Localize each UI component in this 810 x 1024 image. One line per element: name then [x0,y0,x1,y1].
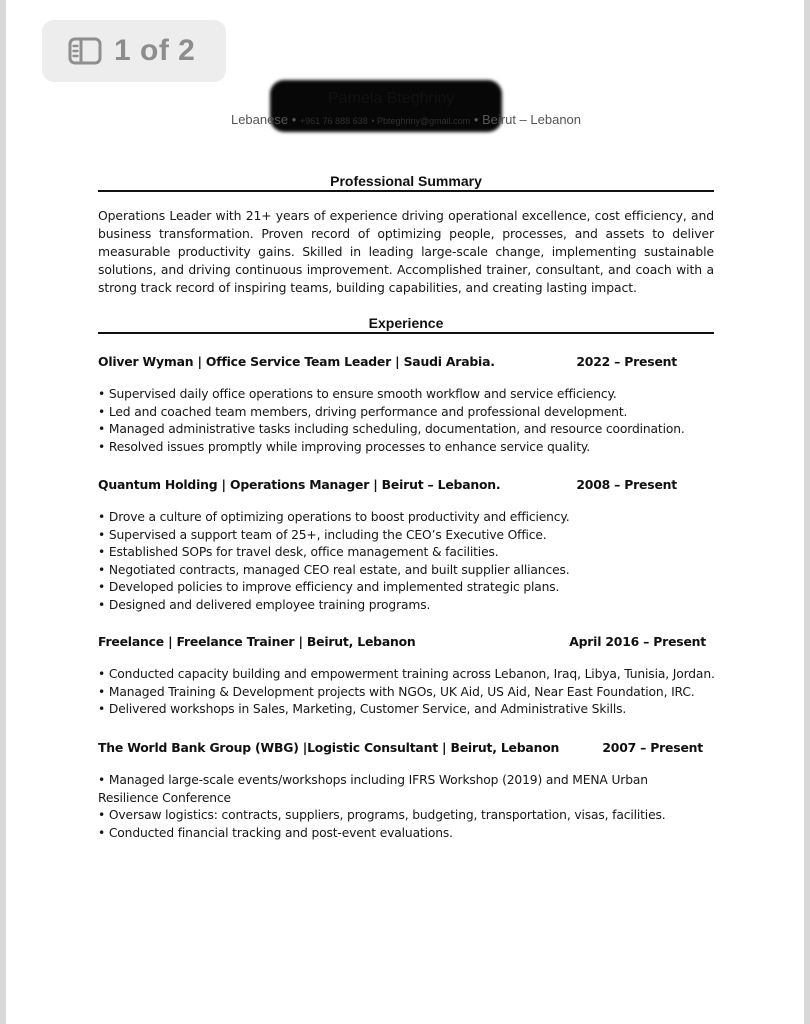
list-item: • Managed administrative tasks including scheduling, documentation, and resource coordination. [98,421,714,439]
viewer-right-edge [804,0,810,1024]
job-entry-oliver-wyman [98,354,714,456]
list-item: • Designed and delivered employee training programs. [98,597,714,615]
list-item: • Negotiated contracts, managed CEO real estate, and built supplier alliances. [98,562,714,580]
job-heading: The World Bank Group (WBG) |Logistic Consultant | Beirut, Lebanon [98,740,560,755]
location: Beirut – Lebanon [481,112,582,127]
list-item: • Supervised a support team of 25+, including the CEO’s Executive Office. [98,527,714,545]
pages-icon [68,37,102,65]
list-item: • Managed large-scale events/workshops including IFRS Workshop (2019) and MENA Urban Resilience Conference [98,772,698,807]
experience-divider [98,332,714,334]
page-indicator-text: 1 of 2 [114,34,196,67]
job-dates: 2022 – Present [576,354,677,369]
candidate-name: Pamela Bteghriny [328,90,455,107]
list-item: • Resolved issues promptly while improving processes to enhance service quality. [98,439,714,457]
summary-paragraph: Operations Leader with 21+ years of experience driving operational excellence, cost efficiency, and business transformation. Proven record of optimizing people, processes, and assets to deliver measurable productivity gains. Skilled in leading large-scale change, implementing sustainable solutions, and driving continuous improvement. Accomplished trainer, consultant, and coach with a strong track record of inspiring teams, building capabilities, and creating lasting impact. [98,208,714,295]
list-item: • Oversaw logistics: contracts, suppliers, programs, budgeting, transportation, visas, facilities. [98,807,698,825]
contact-line: Lebanese • +961 76 888 638 • Pbteghriny@gmail.com • Beirut – Lebanon [230,112,582,127]
list-item: • Conducted capacity building and empowerment training across Lebanon, Iraq, Libya, Tunisia, Jordan. [98,666,714,684]
job-heading: Quantum Holding | Operations Manager | Beirut – Lebanon. [98,477,501,492]
email-address: Pbteghriny@gmail.com [377,116,471,126]
job-heading: Oliver Wyman | Office Service Team Leader | Saudi Arabia. [98,354,495,369]
job-entry-world-bank [98,740,714,842]
list-item: • Established SOPs for travel desk, office management & facilities. [98,544,714,562]
summary-divider [98,190,714,192]
list-item: • Supervised daily office operations to ensure smooth workflow and service efficiency. [98,386,714,404]
viewer-left-edge [0,0,6,1024]
list-item: • Developed policies to improve efficiency and implemented strategic plans. [98,579,714,597]
list-item: • Conducted financial tracking and post-event evaluations. [98,825,698,843]
nationality: Lebanese [230,112,289,127]
phone-number: +961 76 888 638 [299,116,368,126]
list-item: • Managed Training & Development projects with NGOs, UK Aid, US Aid, Near East Foundation, IRC. [98,684,714,702]
list-item: • Led and coached team members, driving performance and professional development. [98,404,714,422]
job-entry-quantum-holding [98,477,714,615]
list-item: • Drove a culture of optimizing operations to boost productivity and efficiency. [98,509,714,527]
list-item: • Delivered workshops in Sales, Marketing, Customer Service, and Administrative Skills. [98,701,714,719]
experience-heading: Experience [368,315,444,331]
job-entry-freelance [98,634,714,719]
job-dates: April 2016 – Present [569,634,706,649]
job-dates: 2007 – Present [602,740,703,755]
summary-heading: Professional Summary [330,173,482,189]
job-heading: Freelance | Freelance Trainer | Beirut, Lebanon [98,634,416,649]
page-indicator-badge[interactable] [42,20,226,82]
job-dates: 2008 – Present [576,477,677,492]
